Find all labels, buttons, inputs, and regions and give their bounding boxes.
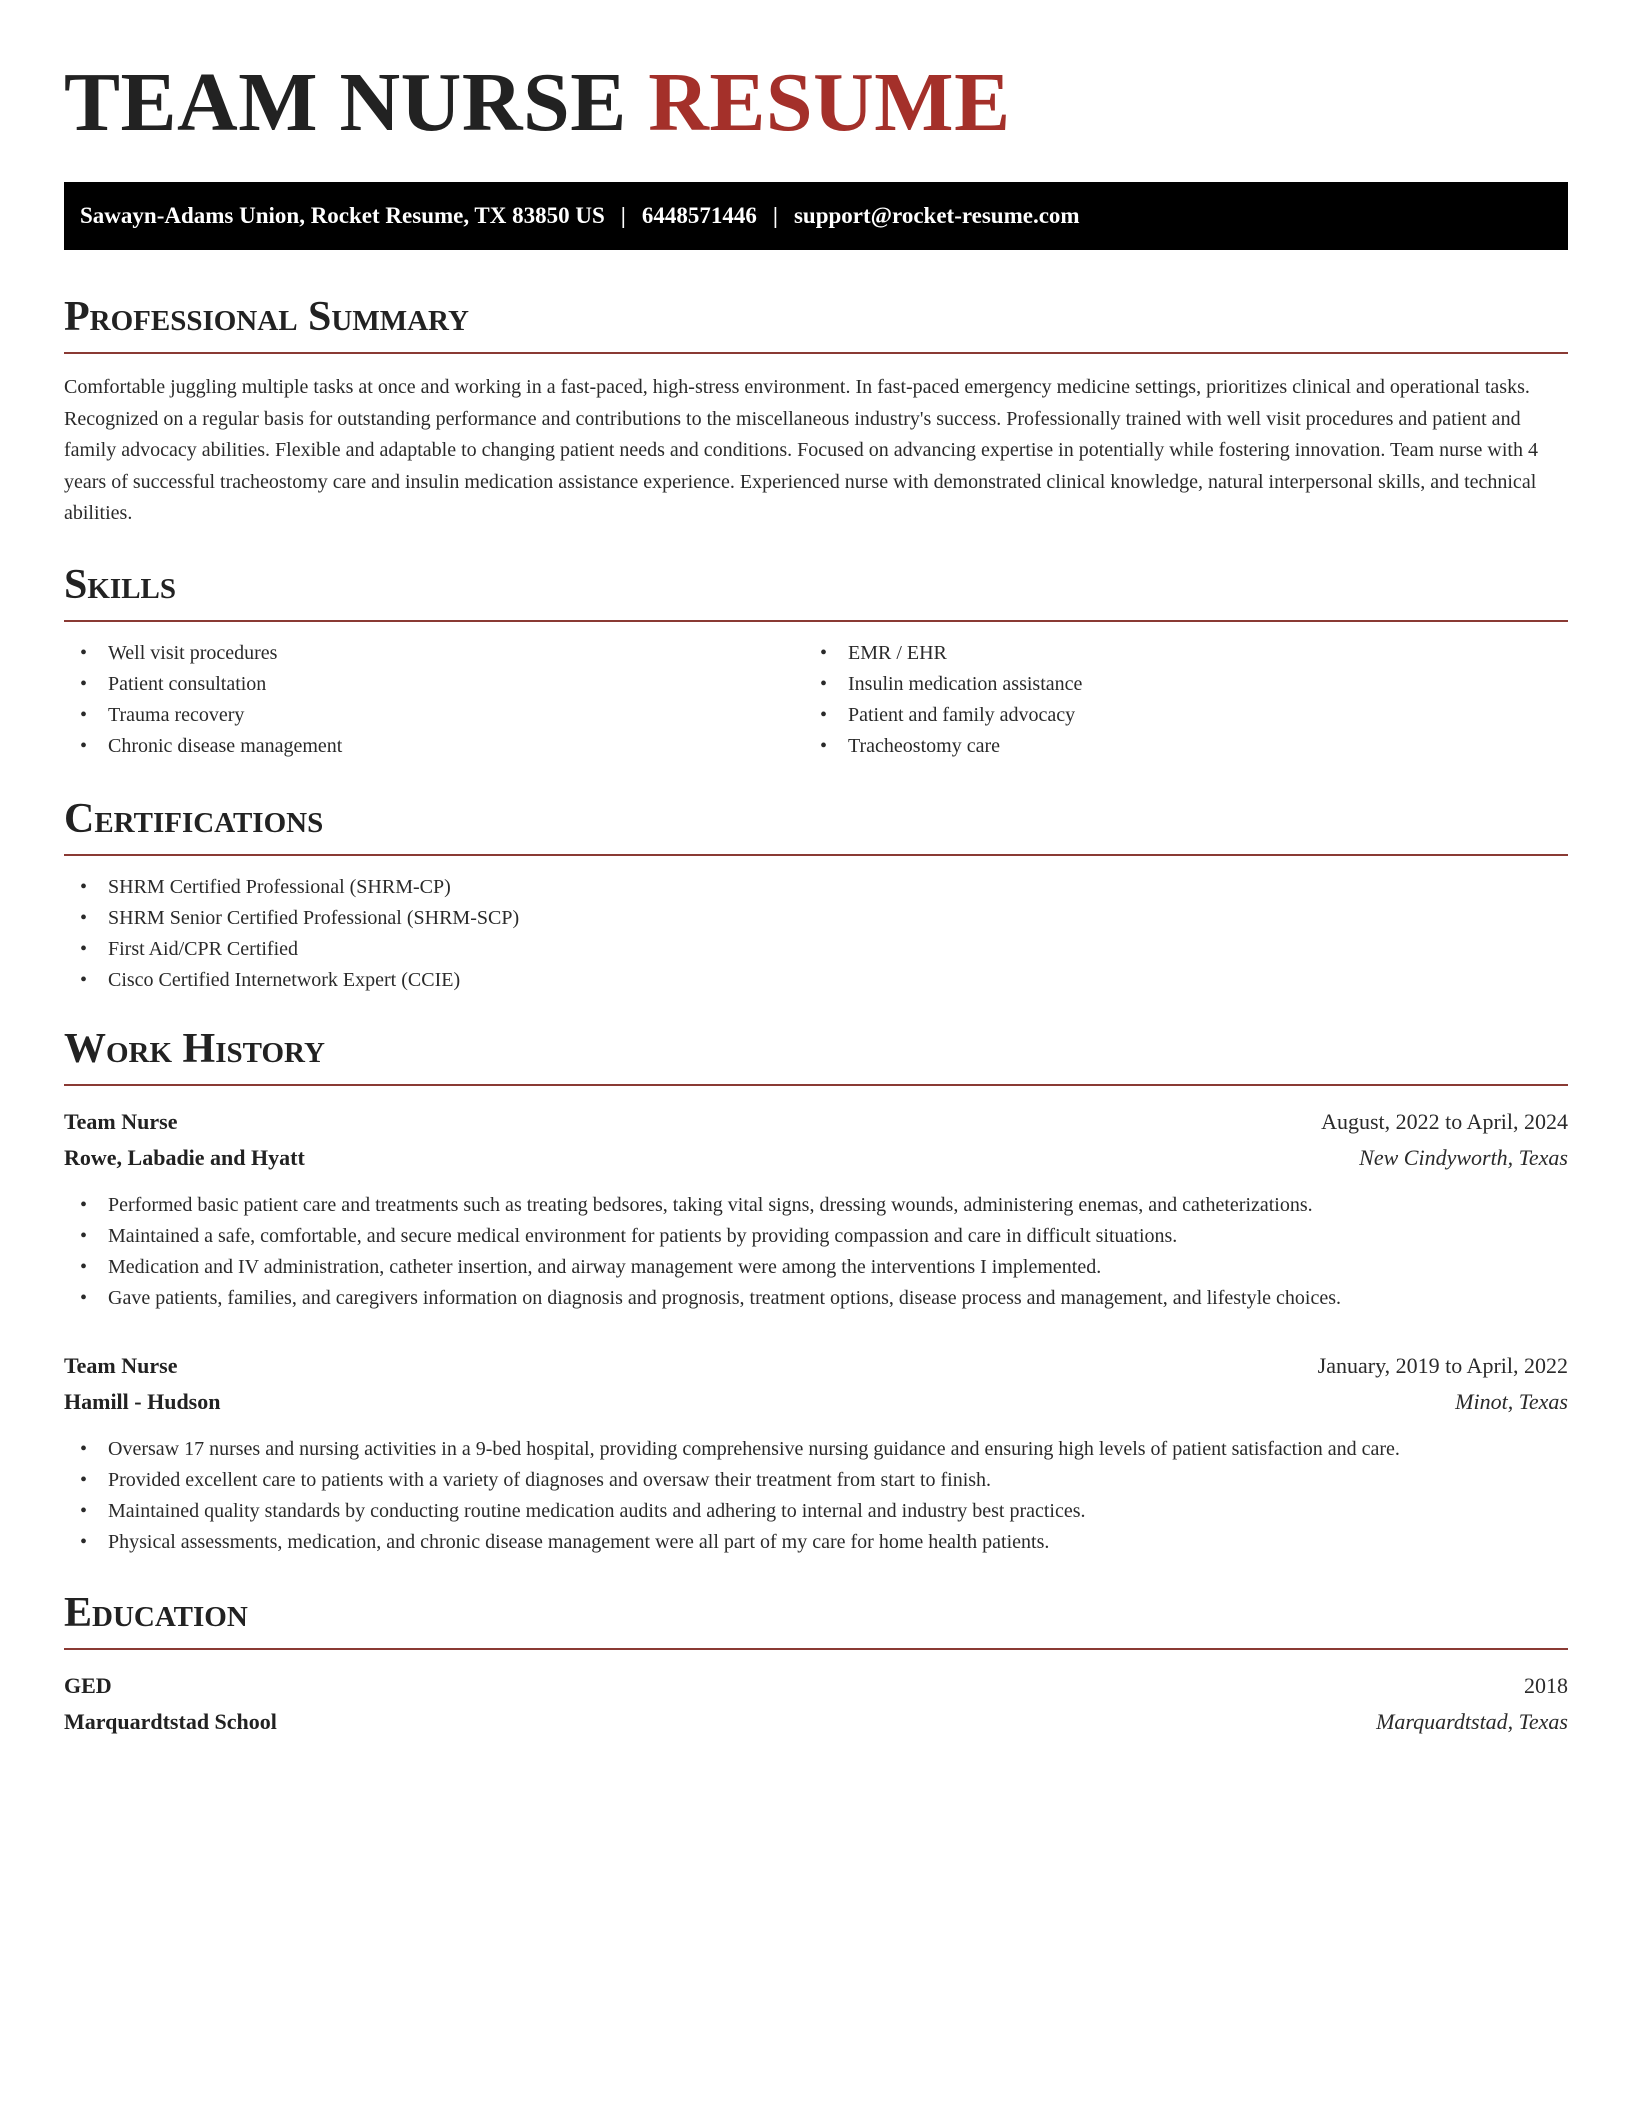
resume-title: [64, 0, 1568, 154]
contact-email: support@rocket-resume.com: [793, 203, 1080, 228]
certification-item: • SHRM Certified Professional (SHRM-CP): [64, 872, 1568, 903]
skill-item: • Insulin medication assistance: [804, 669, 1568, 700]
title-accent: RESUME: [648, 56, 1011, 149]
skill-item: • Patient consultation: [64, 669, 804, 700]
skill-item: • EMR / EHR: [804, 638, 1568, 669]
education-location: Marquardtstad, Texas: [1376, 1708, 1568, 1734]
skills-heading: Skills: [64, 560, 1568, 622]
job-entry: [64, 1348, 1568, 1558]
skill-item: • Chronic disease management: [64, 731, 804, 762]
job-title: Team Nurse: [64, 1108, 178, 1134]
job-bullet: • Gave patients, families, and caregivers information on diagnosis and prognosis, treatment options, disease process and management, and lifestyle choices.: [64, 1283, 1568, 1314]
job-company-row: [64, 1140, 1568, 1176]
education-heading: Education: [64, 1588, 1568, 1650]
job-bullet: • Performed basic patient care and treatments such as treating bedsores, taking vital signs, dressing wounds, administering enemas, and catheterizations.: [64, 1190, 1568, 1221]
education-degree-row: [64, 1668, 1568, 1704]
job-dates: January, 2019 to April, 2022: [1317, 1352, 1568, 1378]
summary-section: [64, 292, 1568, 530]
contact-separator: |: [620, 203, 626, 228]
contact-phone: 6448571446: [641, 203, 757, 228]
summary-heading: Professional Summary: [64, 292, 1568, 354]
work-history-section: [64, 1024, 1568, 1558]
title-main: TEAM NURSE: [64, 56, 627, 149]
skills-grid: [64, 638, 1568, 762]
job-company: Hamill - Hudson: [64, 1388, 221, 1414]
skills-section: [64, 560, 1568, 762]
education-entry: [64, 1668, 1568, 1740]
summary-text: Comfortable juggling multiple tasks at once and working in a fast-paced, high-stress environment. In fast-paced emergency medicine settings, prioritizes clinical and operational tasks. Recognized on a regular basis for outstanding performance and contributions to the miscellaneous industry's success. Professionally trained with well visit procedures and patient and family advocacy abilities. Flexible and adaptable to changing patient needs and conditions. Focused on advancing expertise in potentially while fostering innovation. Team nurse with 4 years of successful tracheostomy care and insulin medication assistance experience. Experienced nurse with demonstrated clinical knowledge, natural interpersonal skills, and technical abilities.: [64, 376, 1538, 524]
education-school-row: [64, 1704, 1568, 1740]
contact-address: Sawayn-Adams Union, Rocket Resume, TX 83850 US: [80, 203, 605, 228]
job-bullet: • Medication and IV administration, catheter insertion, and airway management were among the interventions I implemented.: [64, 1252, 1568, 1283]
job-title: Team Nurse: [64, 1352, 178, 1378]
certification-item: • SHRM Senior Certified Professional (SHRM-SCP): [64, 903, 1568, 934]
skill-item: • Trauma recovery: [64, 700, 804, 731]
job-location: New Cindyworth, Texas: [1359, 1144, 1568, 1170]
certifications-heading: Certifications: [64, 794, 1568, 856]
job-company-row: [64, 1384, 1568, 1420]
certifications-list: [64, 872, 1568, 996]
certifications-section: [64, 794, 1568, 996]
education-school: Marquardtstad School: [64, 1708, 277, 1734]
certification-item: • First Aid/CPR Certified: [64, 934, 1568, 965]
contact-separator: |: [772, 203, 778, 228]
job-entry: [64, 1104, 1568, 1314]
education-year: 2018: [1524, 1672, 1568, 1698]
certification-item: • Cisco Certified Internetwork Expert (CCIE): [64, 965, 1568, 996]
work-history-heading: Work History: [64, 1024, 1568, 1086]
job-title-row: [64, 1348, 1568, 1384]
job-bullets: [64, 1434, 1568, 1558]
job-company: Rowe, Labadie and Hyatt: [64, 1144, 305, 1170]
skill-item: • Well visit procedures: [64, 638, 804, 669]
contact-bar: [64, 182, 1568, 250]
job-bullets: [64, 1190, 1568, 1314]
education-section: [64, 1588, 1568, 1740]
job-title-row: [64, 1104, 1568, 1140]
skills-list-left: [64, 638, 804, 762]
skill-item: • Tracheostomy care: [804, 731, 1568, 762]
job-dates: August, 2022 to April, 2024: [1321, 1108, 1568, 1134]
job-bullet: • Physical assessments, medication, and chronic disease management were all part of my care for home health patients.: [64, 1527, 1568, 1558]
job-location: Minot, Texas: [1455, 1388, 1568, 1414]
education-degree: GED: [64, 1672, 112, 1698]
skill-item: • Patient and family advocacy: [804, 700, 1568, 731]
job-bullet: • Maintained a safe, comfortable, and secure medical environment for patients by providing compassion and care in difficult situations.: [64, 1221, 1568, 1252]
job-bullet: • Oversaw 17 nurses and nursing activities in a 9-bed hospital, providing comprehensive nursing guidance and ensuring high levels of patient satisfaction and care.: [64, 1434, 1568, 1465]
job-bullet: • Maintained quality standards by conducting routine medication audits and adhering to internal and industry best practices.: [64, 1496, 1568, 1527]
skills-list-right: [804, 638, 1568, 762]
job-bullet: • Provided excellent care to patients with a variety of diagnoses and oversaw their treatment from start to finish.: [64, 1465, 1568, 1496]
